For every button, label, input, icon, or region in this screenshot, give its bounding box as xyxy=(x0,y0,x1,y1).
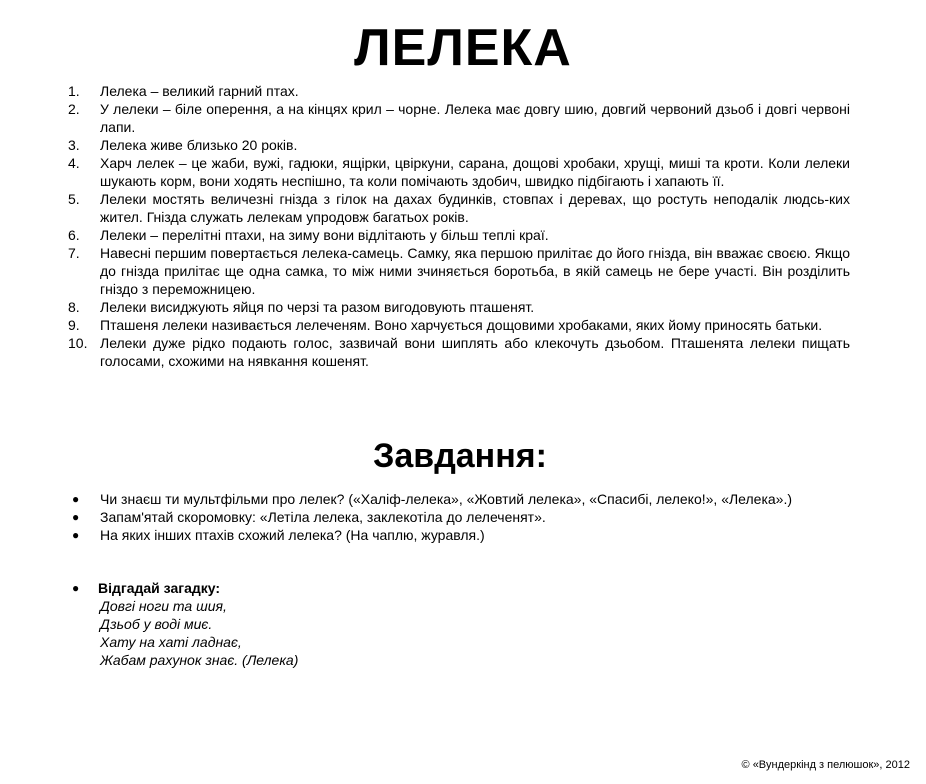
riddle-line: Довгі ноги та шия, xyxy=(100,598,227,614)
task-item xyxy=(72,508,862,526)
fact-number: 1. xyxy=(68,83,80,99)
fact-item xyxy=(68,298,850,316)
riddle-block xyxy=(72,579,572,669)
page-title: ЛЕЛЕКА xyxy=(354,19,572,77)
fact-text: Харч лелек – це жаби, вужі, гадюки, ящірки, цвіркуни, сарана, дощові хробаки, хрущі, миші та кроти. Коли лелеки шукають корм, вони ходять неспішно, та коли помічають здобич, швидко підбігають і хапають її. xyxy=(100,155,850,189)
riddle-line: Хату на хаті ладнає, xyxy=(100,634,242,650)
riddle-line: Жабам рахунок знає. (Лелека) xyxy=(100,652,299,668)
fact-number: 5. xyxy=(68,191,80,207)
fact-number: 3. xyxy=(68,137,80,153)
fact-item xyxy=(68,316,850,334)
fact-item xyxy=(68,82,850,100)
bullet-icon: ● xyxy=(72,492,80,506)
fact-item xyxy=(68,100,850,136)
fact-number: 7. xyxy=(68,245,80,261)
fact-number: 9. xyxy=(68,317,80,333)
fact-number: 8. xyxy=(68,299,80,315)
task-text: Запам'ятай скоромовку: «Летіла лелека, заклекотіла до лелеченят». xyxy=(100,509,546,525)
fact-text: Лелеки висиджують яйця по черзі та разом вигодовують пташенят. xyxy=(100,299,535,315)
fact-text: Лелека живе близько 20 років. xyxy=(100,137,298,153)
task-text: Чи знаєш ти мультфільми про лелек? («Халіф-лелека», «Жовтий лелека», «Спасибі, лелеко!», «Лелека».) xyxy=(100,491,793,507)
fact-item xyxy=(68,334,850,370)
bullet-icon: ● xyxy=(72,528,80,542)
riddle-poem xyxy=(100,597,572,669)
fact-text: Лелека – великий гарний птах. xyxy=(100,83,299,99)
fact-item xyxy=(68,154,850,190)
fact-text: Лелеки мостять величезні гнізда з гілок на дахах будинків, стовпах і деревах, що ростуть неподалік людсь-ких жител. Гнізда служать лелекам упродовж багатьох років. xyxy=(100,191,850,225)
fact-number: 10. xyxy=(68,335,88,351)
copyright-notice: © «Вундеркінд з пелюшок», 2012 xyxy=(741,759,910,771)
fact-item xyxy=(68,136,850,154)
fact-number: 6. xyxy=(68,227,80,243)
fact-text: Пташеня лелеки називається лелеченям. Воно харчується дощовими хробаками, яких йому приносять батьки. xyxy=(100,317,823,333)
tasks-heading: Завдання: xyxy=(373,437,547,475)
facts-list xyxy=(68,82,850,370)
task-item xyxy=(72,526,862,544)
fact-number: 4. xyxy=(68,155,80,171)
fact-text: Навесні першим повертається лелека-самець. Самку, яка першою прилітає до його гнізда, він вважає своєю. Якщо до гнізда прилітає ще одна самка, то між ними зчиняється боротьба, в якій самець не бере участі. Він розділить гніздо з переможницею. xyxy=(100,245,850,297)
task-item xyxy=(72,490,862,508)
fact-text: Лелеки – перелітні птахи, на зиму вони відлітають у більш теплі краї. xyxy=(100,227,549,243)
fact-item xyxy=(68,226,850,244)
fact-item xyxy=(68,244,850,298)
riddle-line: Дзьоб у воді миє. xyxy=(100,616,213,632)
fact-item xyxy=(68,190,850,226)
bullet-icon: ● xyxy=(72,581,80,595)
fact-text: У лелеки – біле оперення, а на кінцях крил – чорне. Лелека має довгу шию, довгий червоний дзьоб і довгі червоні лапи. xyxy=(100,101,850,135)
riddle-heading: Відгадай загадку: xyxy=(98,580,221,596)
tasks-list xyxy=(72,490,862,544)
fact-number: 2. xyxy=(68,101,80,117)
fact-text: Лелеки дуже рідко подають голос, зазвичай вони шиплять або клекочуть дзьобом. Пташенята лелеки пищать голосами, схожими на нявкання кошенят. xyxy=(100,335,850,369)
task-text: На яких інших птахів схожий лелека? (На чаплю, журавля.) xyxy=(100,527,485,543)
bullet-icon: ● xyxy=(72,510,80,524)
riddle-heading-row xyxy=(72,579,572,597)
